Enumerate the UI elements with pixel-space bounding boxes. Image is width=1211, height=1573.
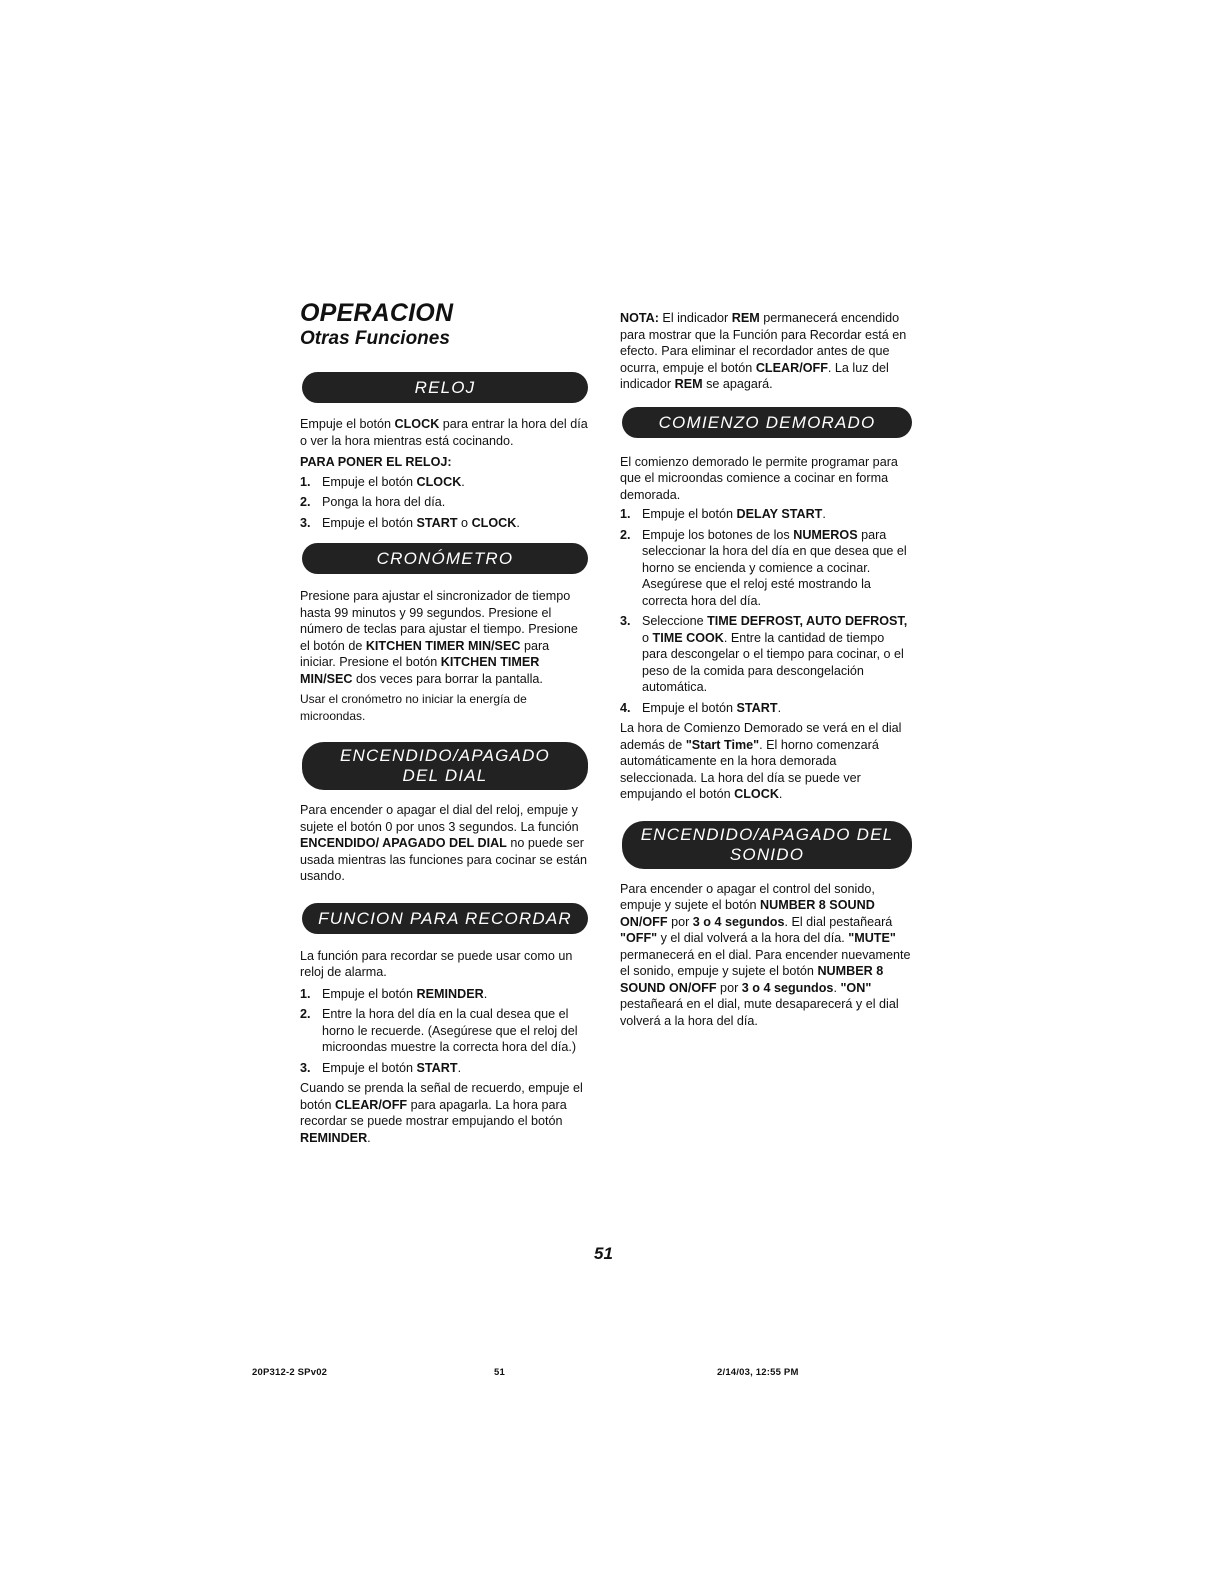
list-item: 2. Entre la hora del día en la cual desea que el horno le recuerde. (Asegúrese que el reloj del microondas muestre la correcta hora del día.) (300, 1007, 578, 1054)
right-column (620, 310, 912, 1029)
page-number: 51 (594, 1244, 613, 1263)
footer-timestamp: 2/14/03, 12:55 PM (717, 1367, 799, 1378)
section-banner-comienzo: COMIENZO DEMORADO (622, 407, 912, 438)
section-banner-reloj: RELOJ (302, 372, 588, 403)
list-item: 2. Ponga la hora del día. (300, 495, 446, 509)
reloj-intro: Empuje el botón CLOCK para entrar la hora del día o ver la hora mientras está cocinando. (300, 417, 588, 448)
comienzo-text: La hora de Comienzo Demorado se verá en el dial además de "Start Time". El horno comenzará automáticamente en la hora demorada seleccionada. La hora del día se puede ver empujando el botón CLOCK. (620, 721, 902, 801)
left-column (300, 300, 588, 1146)
page-title: OPERACION (300, 299, 454, 327)
comienzo-intro: El comienzo demorado le permite programar para que el microondas comience a cocinar en forma demorada. (620, 454, 898, 502)
footer-doc-id: 20P312-2 SPv02 (252, 1367, 328, 1378)
cronometro-note: Usar el cronómetro no iniciar la energía de microondas. (300, 692, 527, 723)
comienzo-steps (620, 506, 912, 716)
recordar-text: Cuando se prenda la señal de recuerdo, empuje el botón CLEAR/OFF para apagarla. La hora para recordar se puede mostrar empujando el botón REMINDER. (300, 1081, 583, 1145)
reloj-steps (300, 474, 588, 532)
list-item: 3. Empuje el botón START o CLOCK. (300, 515, 520, 530)
encendido-dial-text: Para encender o apagar el dial del reloj, empuje y sujete el botón 0 por unos 3 segundos. La función ENCENDIDO/ APAGADO DEL DIAL no puede ser usada mientras las funciones para cocinar se están usando. (300, 803, 588, 883)
section-banner-recordar: FUNCION PARA RECORDAR (302, 903, 588, 934)
list-item: 1. Empuje el botón CLOCK. (300, 474, 465, 489)
section-banner-cronometro: CRONÓMETRO (302, 543, 588, 574)
list-item: 4. Empuje el botón START. (620, 700, 782, 715)
list-item: 3. Seleccione TIME DEFROST, AUTO DEFROST, o TIME COOK. Entre la cantidad de tiempo para descongelar o el tiempo para cocinar, o el peso de la comida para descongelación automática. (620, 614, 908, 694)
recordar-steps (300, 986, 588, 1077)
section-banner-sonido: ENCENDIDO/APAGADO DEL SONIDO (622, 821, 912, 869)
list-item: 1. Empuje el botón REMINDER. (300, 986, 488, 1001)
list-item: 1. Empuje el botón DELAY START. (620, 507, 826, 521)
sonido-text: Para encender o apagar el control del sonido, empuje y sujete el botón NUMBER 8 SOUND ON/OFF por 3 o 4 segundos. El dial pestañeará "OFF" y el dial volverá a la hora del día. "MUTE" permanecerá en el dial. Para encender nuevamente el sonido, empuje y sujete el botón NUMBER 8 SOUND ON/OFF por 3 o 4 segundos. "ON" pestañeará en el dial, mute desaparecerá y el dial volverá a la hora del día. (620, 881, 911, 1028)
list-item: 3. Empuje el botón START. (300, 1060, 462, 1075)
page-subtitle: Otras Funciones (300, 328, 450, 349)
nota-text: NOTA: El indicador REM permanecerá encendido para mostrar que la Función para Recordar está en efecto. Para eliminar el recordador antes de que ocurra, empuje el botón CLEAR/OFF. La luz del indicador REM se apagará. (620, 311, 907, 391)
cronometro-text: Presione para ajustar el sincronizador de tiempo hasta 99 minutos y 99 segundos. Presione el número de teclas para ajustar el tiempo. Presione el botón de KITCHEN TIMER MIN/SEC para iniciar. Presione el botón KITCHEN TIMER MIN/SEC dos veces para borrar la pantalla. (300, 589, 578, 686)
footer-page: 51 (494, 1367, 505, 1378)
section-banner-encendido-dial: ENCENDIDO/APAGADO DEL DIAL (302, 742, 588, 790)
recordar-intro: La función para recordar se puede usar como un reloj de alarma. (300, 948, 573, 979)
list-item: 2. Empuje los botones de los NUMEROS para seleccionar la hora del día en que desea que el horno se encienda y comience a cocinar. Asegúrese que el reloj esté mostrando la correcta hora del día. (620, 527, 907, 608)
reloj-heading: PARA PONER EL RELOJ: (300, 455, 452, 469)
